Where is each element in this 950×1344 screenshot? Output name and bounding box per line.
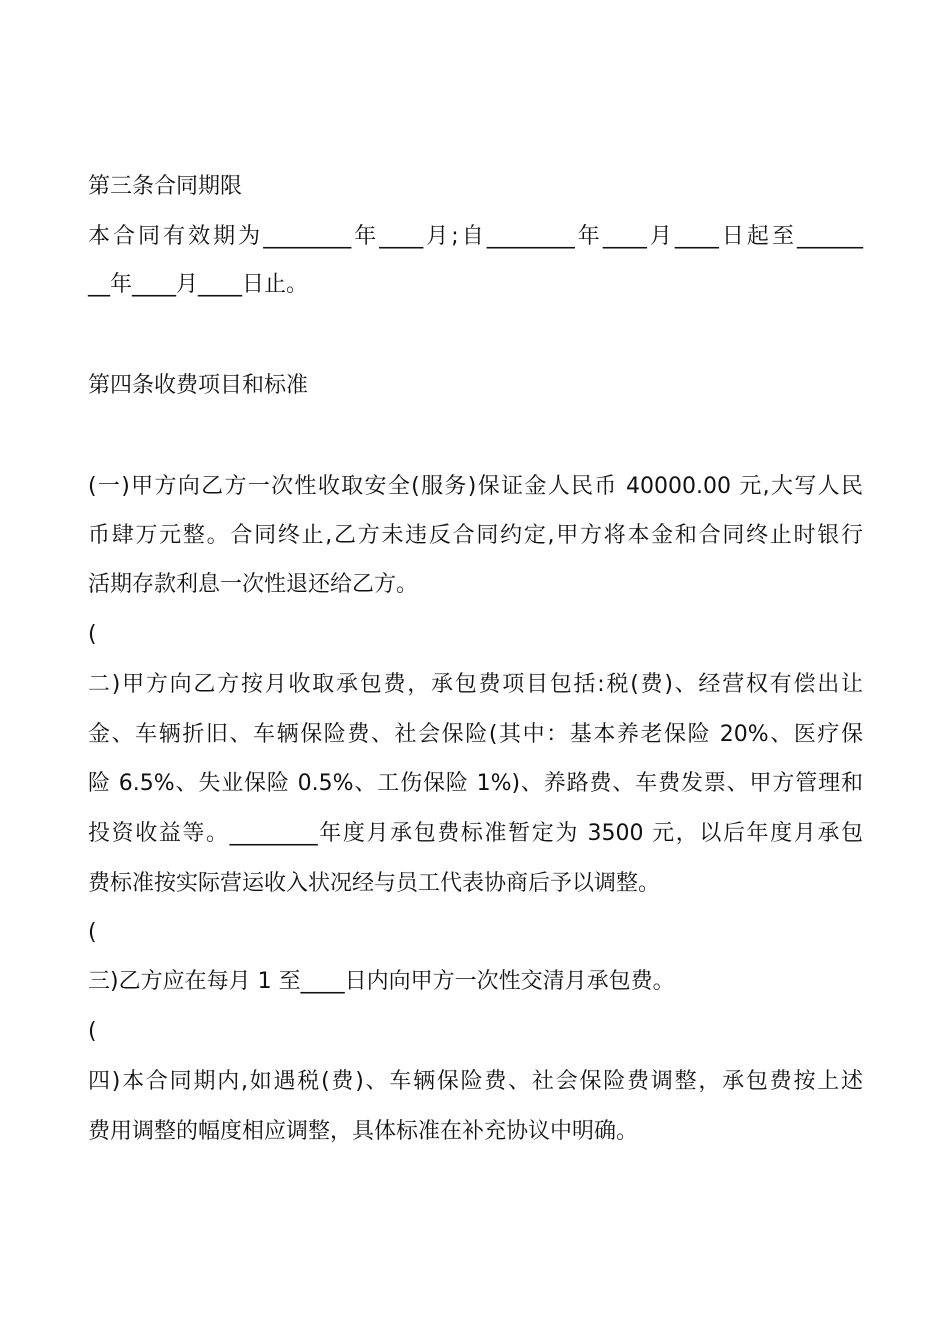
item-4-line-2: 费用调整的幅度相应调整，具体标准在补充协议中明确。 <box>88 1119 639 1144</box>
section-3-line-1: 本合同有效期为________年____月;自________年____月____日起至______ <box>88 224 863 249</box>
item-4-open-paren: ( <box>88 1019 97 1044</box>
section-3-line-2: __年____月____日止。 <box>88 272 309 297</box>
item-3-open-paren: ( <box>88 920 97 945</box>
section-4-heading: 第四条收费项目和标准 <box>88 373 309 398</box>
item-1-line-3: 活期存款利息一次性退还给乙方。 <box>88 572 419 597</box>
item-1-line-1: (一)甲方向乙方一次性收取安全(服务)保证金人民币 40000.00 元,大写人民 <box>88 474 863 499</box>
item-2-line-5: 费标准按实际营运收入状况经与员工代表协商后予以调整。 <box>88 871 661 896</box>
section-3-heading: 第三条合同期限 <box>88 174 243 199</box>
item-3-line-1: 三)乙方应在每月 1 至____日内向甲方一次性交清月承包费。 <box>88 969 675 994</box>
item-4-line-1: 四)本合同期内,如遇税(费)、车辆保险费、社会保险费调整，承包费按上述 <box>88 1069 863 1094</box>
item-2-line-4: 投资收益等。________年度月承包费标准暂定为 3500 元，以后年度月承包 <box>88 821 863 846</box>
item-2-line-2: 金、车辆折旧、车辆保险费、社会保险(其中：基本养老保险 20%、医疗保 <box>88 722 863 747</box>
item-2-line-3: 险 6.5%、失业保险 0.5%、工伤保险 1%)、养路费、车费发票、甲方管理和 <box>88 771 863 796</box>
item-2-line-1: 二)甲方向乙方按月收取承包费，承包费项目包括:税(费)、经营权有偿出让 <box>88 672 863 697</box>
item-2-open-paren: ( <box>88 622 97 647</box>
item-1-line-2: 币肆万元整。合同终止,乙方未违反合同约定,甲方将本金和合同终止时银行 <box>88 523 863 548</box>
